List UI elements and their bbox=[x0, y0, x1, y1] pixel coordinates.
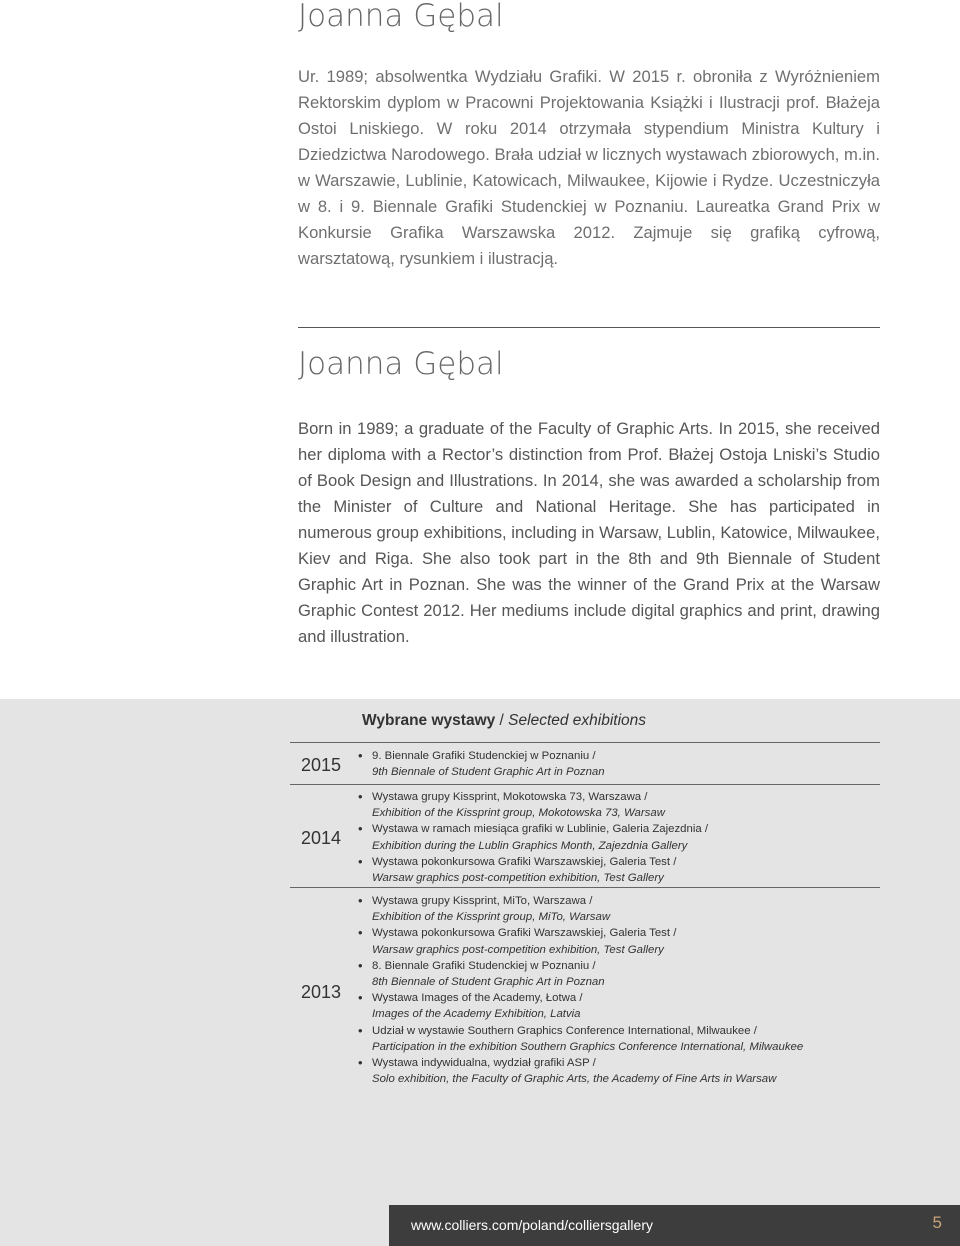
exhibition-title-en: Exhibition of the Kissprint group, Mokotowska 73, Warsaw bbox=[372, 807, 665, 820]
table-rule bbox=[290, 742, 880, 743]
exhibition-title-pl: Wystawa indywidualna, wydział grafiki ASP / bbox=[372, 1057, 596, 1070]
english-biography: Born in 1989; a graduate of the Faculty of Graphic Arts. In 2015, she received her diploma with a Rector’s distinction from Prof. Błażej Ostoja Lniski’s Studio of Book Design and Illustrations. In 2014, she was awarded a scholarship from the Minister of Culture and National Heritage. She has participated in numerous group exhibitions, including in Warsaw, Lublin, Katowice, Milwaukee, Kiev and Riga. She also took part in the 8th and 9th Biennale of Student Graphic Art in Poznan. She was the winner of the Grand Prix at the Warsaw Graphic Contest 2012. Her mediums include digital graphics and print, drawing and illustration. bbox=[298, 419, 880, 646]
page-number: 5 bbox=[932, 1213, 942, 1232]
exhibitions-heading bbox=[362, 712, 646, 730]
exhibition-title-pl: Udział w wystawie Southern Graphics Conference International, Milwaukee / bbox=[372, 1024, 757, 1037]
exhibition-list-2015 bbox=[354, 748, 880, 780]
exhibition-title-en: 8th Biennale of Student Graphic Art in Poznan bbox=[372, 976, 605, 989]
exhibition-title-pl: 8. Biennale Grafiki Studenckiej w Poznaniu / bbox=[372, 959, 596, 972]
exhibition-list-2013 bbox=[354, 893, 880, 1087]
exhibition-item bbox=[354, 789, 880, 821]
exhibition-item bbox=[354, 958, 880, 990]
exhibition-item bbox=[354, 821, 880, 853]
exhibition-item bbox=[354, 893, 880, 925]
exhibitions-heading-pl: Wybrane wystawy bbox=[362, 712, 496, 729]
exhibition-title-pl: Wystawa w ramach miesiąca grafiki w Lublinie, Galeria Zajezdnia / bbox=[372, 823, 709, 836]
exhibition-item bbox=[354, 1023, 880, 1055]
heading-separator: / bbox=[495, 712, 509, 729]
exhibition-item bbox=[354, 748, 880, 780]
exhibition-title-pl: Wystawa Images of the Academy, Łotwa / bbox=[372, 992, 583, 1005]
gallery-website-link[interactable]: www.colliers.com/poland/colliersgallery bbox=[411, 1217, 653, 1233]
exhibition-title-en: Solo exhibition, the Faculty of Graphic Arts, the Academy of Fine Arts in Warsaw bbox=[372, 1073, 777, 1086]
polish-artist-name: Joanna Gębal bbox=[298, 0, 504, 34]
exhibition-title-en: Exhibition of the Kissprint group, MiTo, Warsaw bbox=[372, 911, 611, 924]
footer-bar bbox=[389, 1205, 960, 1246]
year-label-2015: 2015 bbox=[301, 755, 342, 775]
section-divider bbox=[298, 327, 880, 328]
exhibition-item bbox=[354, 925, 880, 957]
exhibition-title-en: Participation in the exhibition Southern Graphics Conference International, Milwaukee bbox=[372, 1040, 804, 1053]
exhibition-title-en: Exhibition during the Lublin Graphics Month, Zajezdnia Gallery bbox=[372, 839, 688, 852]
exhibition-item bbox=[354, 854, 880, 886]
polish-biography: Ur. 1989; absolwentka Wydziału Grafiki. W 2015 r. obroniła z Wyróżnieniem Rektorskim dyplom w Pracowni Projektowania Książki i Ilustracji prof. Błażeja Ostoi Lniskiego. W roku 2014 otrzymała stypendium Ministra Kultury i Dziedzictwa Narodowego. Brała udział w licznych wystawach zbiorowych, m.in. w Warszawie, Lublinie, Katowicach, Milwaukee, Kijowie i Rydze. Uczestniczyła w 8. i 9. Biennale Grafiki Studenckiej w Poznaniu. Laureatka Grand Prix w Konkursie Grafika Warszawska 2012. Zajmuje się grafiką cyfrową, warsztatową, rysunkiem i ilustracją. bbox=[298, 67, 880, 268]
exhibition-title-en: 9th Biennale of Student Graphic Art in Poznan bbox=[372, 766, 605, 779]
exhibition-title-en: Warsaw graphics post-competition exhibition, Test Gallery bbox=[372, 872, 664, 885]
exhibition-title-en: Images of the Academy Exhibition, Latvia bbox=[372, 1008, 581, 1021]
exhibition-title-pl: Wystawa pokonkursowa Grafiki Warszawskiej, Galeria Test / bbox=[372, 855, 677, 868]
exhibition-title-pl: Wystawa grupy Kissprint, Mokotowska 73, Warszawa / bbox=[372, 791, 648, 803]
exhibition-title-en: Warsaw graphics post-competition exhibition, Test Gallery bbox=[372, 943, 664, 956]
exhibition-item bbox=[354, 990, 880, 1022]
exhibition-title-pl: Wystawa grupy Kissprint, MiTo, Warszawa / bbox=[372, 895, 593, 907]
year-label-2013: 2013 bbox=[301, 982, 342, 1002]
exhibition-title-pl: Wystawa pokonkursowa Grafiki Warszawskiej, Galeria Test / bbox=[372, 927, 677, 940]
table-rule bbox=[290, 784, 880, 785]
year-label-2014: 2014 bbox=[301, 828, 342, 848]
table-rule bbox=[290, 887, 880, 888]
english-artist-name: Joanna Gębal bbox=[298, 346, 504, 382]
exhibition-item bbox=[354, 1055, 880, 1087]
exhibitions-heading-en: Selected exhibitions bbox=[508, 712, 647, 729]
exhibition-title-pl: 9. Biennale Grafiki Studenckiej w Poznaniu / bbox=[372, 750, 596, 762]
exhibition-list-2014 bbox=[354, 789, 880, 886]
